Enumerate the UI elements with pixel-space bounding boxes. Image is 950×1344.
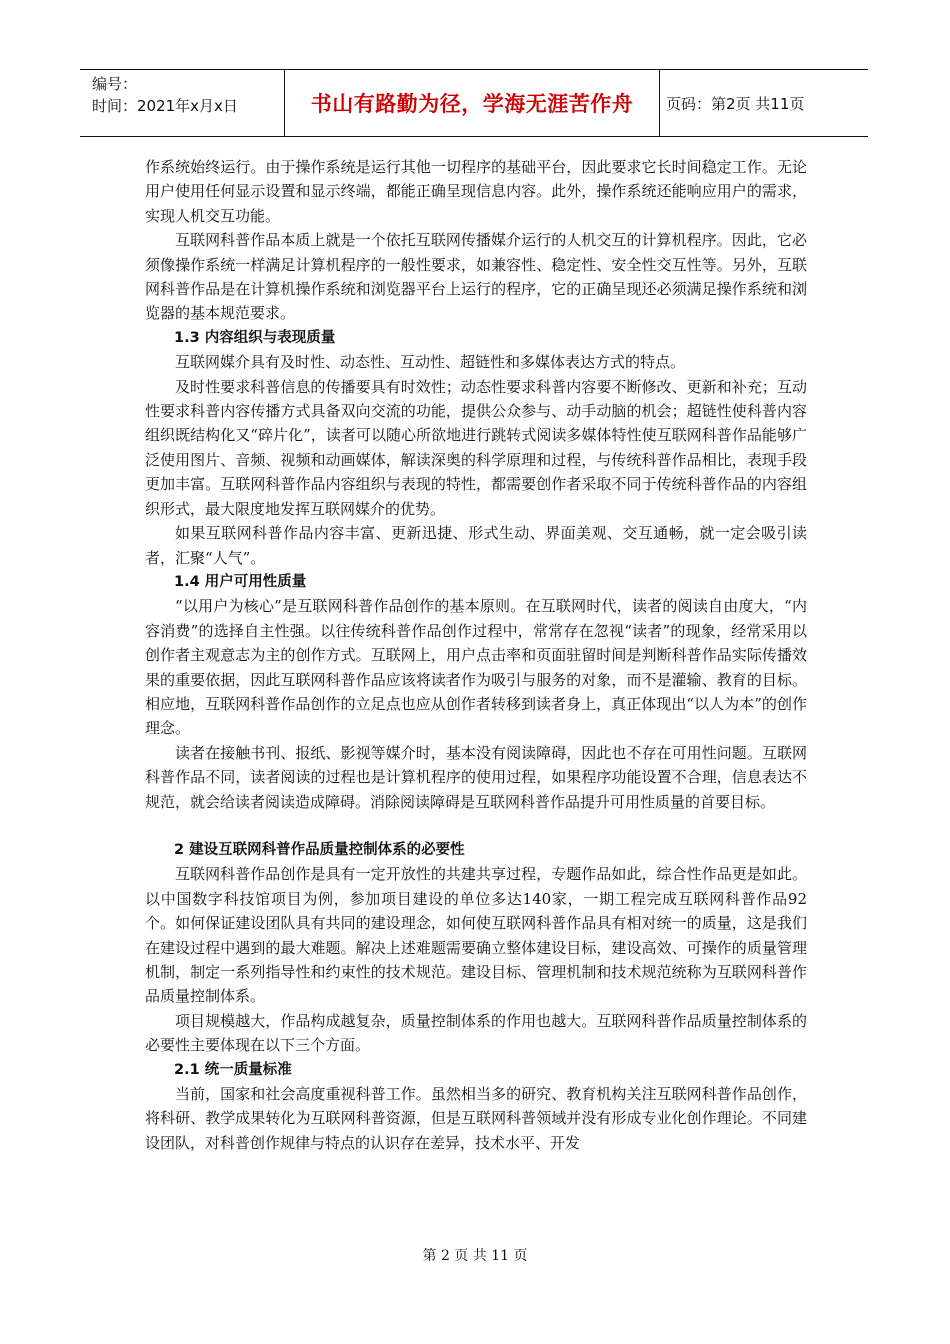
section-heading-2: 2 建设互联网科普作品质量控制体系的必要性 [174,841,465,858]
paragraph: 及时性要求科普信息的传播要具有时效性；动态性要求科普内容要不断修改、更新和补充；互动性要求科普内容传播方式具备双向交流的功能，提供公众参与、动手动脑的机会；超链性使科普内容组织既结构化又“碎片化”，读者可以随心所欲地进行跳转式阅读多媒体特性使互联网科普作品能够广泛使用图片、音频、视频和动画媒体，解读深奥的科学原理和过程，与传统科普作品相比，表现手段更加丰富。互联网科普作品内容组织与表现的特性，都需要创作者采取不同于传统科普作品的内容组织形式，最大限度地发挥互联网媒介的优势。 [145,377,807,518]
paragraph: 如果互联网科普作品内容丰富、更新迅捷、形式生动、界面美观、交互通畅，就一定会吸引读者，汇聚“人气”。 [145,524,807,567]
paragraph: 当前，国家和社会高度重视科普工作。虽然相当多的研究、教育机构关注互联网科普作品创作，将科研、教学成果转化为互联网科普资源，但是互联网科普领域并没有形成专业化创作理论。不同建设团队，对科普创作规律与特点的认识存在差异，技术水平、开发 [145,1085,807,1152]
page-header [80,69,868,137]
section-heading-2-1: 2.1 统一质量标准 [174,1061,292,1078]
document-body [145,155,807,1155]
header-meta [80,70,285,136]
paragraph: 互联网科普作品本质上就是一个依托互联网传播媒介运行的人机交互的计算机程序。因此，它必须像操作系统一样满足计算机程序的一般性要求，如兼容性、稳定性、安全性交互性等。另外，互联网科普作品是在计算机操作系统和浏览器平台上运行的程序，它的正确呈现还必须满足操作系统和浏览器的基本规范要求。 [145,231,807,323]
paragraph: 互联网科普作品创作是具有一定开放性的共建共享过程，专题作品如此，综合性作品更是如此。以中国数字科技馆项目为例，参加项目建设的单位多达140家，一期工程完成互联网科普作品92个。如何保证建设团队具有共同的建设理念，如何使互联网科普作品具有相对统一的质量，这是我们在建设过程中遇到的最大难题。解决上述难题需要确立整体建设目标，建设高效、可操作的质量管理机制，制定一系列指导性和约束性的技术规范。建设目标、管理机制和技术规范统称为互联网科普作品质量控制体系。 [145,865,807,1006]
doc-date-label: 时间：2021年x月x日 [92,97,238,115]
header-motto: 书山有路勤为径，学海无涯苦作舟 [285,70,660,136]
paragraph: 作系统始终运行。由于操作系统是运行其他一切程序的基础平台，因此要求它长时间稳定工作。无论用户使用任何显示设置和显示终端，都能正确呈现信息内容。此外，操作系统还能响应用户的需求，实现人机交互功能。 [145,158,807,225]
header-page-number: 页码：第2页 共11页 [666,94,805,113]
paragraph: 读者在接触书刊、报纸、影视等媒介时，基本没有阅读障碍，因此也不存在可用性问题。互联网科普作品不同，读者阅读的过程也是计算机程序的使用过程，如果程序功能设置不合理，信息表达不规范，就会给读者阅读造成障碍。消除阅读障碍是互联网科普作品提升可用性质量的首要目标。 [145,743,807,811]
paragraph: 项目规模越大，作品构成越复杂，质量控制体系的作用也越大。互联网科普作品质量控制体系的必要性主要体现在以下三个方面。 [145,1011,807,1055]
doc-number-label: 编号： [92,75,138,93]
spacer [145,814,807,838]
section-heading-1-4: 1.4 用户可用性质量 [174,573,307,590]
section-heading-1-3: 1.3 内容组织与表现质量 [174,329,336,346]
page-footer: 第 2 页 共 11 页 [422,1248,528,1264]
paragraph: 互联网媒介具有及时性、动态性、互动性、超链性和多媒体表达方式的特点。 [175,353,686,372]
paragraph: “以用户为核心”是互联网科普作品创作的基本原则。在互联网时代，读者的阅读自由度大，“内容消费”的选择自主性强。以往传统科普作品创作过程中，常常存在忽视“读者”的现象，经常采用以创作者主观意志为主的创作方式。互联网上，用户点击率和页面驻留时间是判断科普作品实际传播效果的重要依据，因此互联网科普作品应该将读者作为吸引与服务的对象，而不是灌输、教育的目标。相应地，互联网科普作品创作的立足点也应从创作者转移到读者身上，真正体现出“以人为本”的创作理念。 [145,597,807,738]
